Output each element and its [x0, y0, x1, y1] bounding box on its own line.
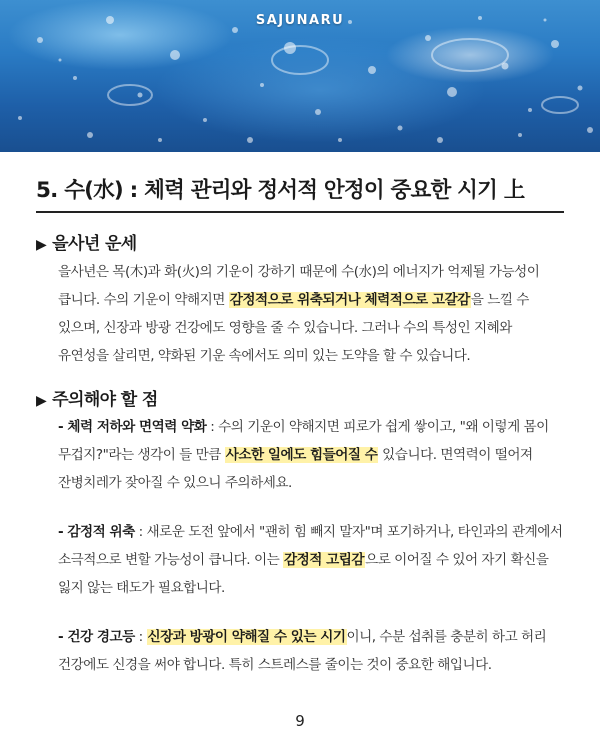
- caution-item-text: : 수의 기운이 약해지면 피로가 쉽게 쌓이고, "왜 이렇게 몸이 무겁지?"라는 생각이 들 만큼: [58, 419, 549, 463]
- caution-item-label: - 체력 저하와 면역력 약화: [58, 419, 207, 435]
- highlighted-phrase: 사소한 일에도 힘들어질 수: [225, 447, 378, 463]
- fortune-paragraph: [58, 258, 566, 370]
- section-heading-fortune: [36, 229, 137, 254]
- fortune-text: 을사년은 목(木)과 화(火)의 기운이 강하기 때문에 수(水)의 에너지가 억제될 가능성이 큽니다. 수의 기운이 약해지면: [58, 264, 540, 308]
- highlighted-phrase: 신장과 방광이 약해질 수 있는 시기: [147, 629, 346, 645]
- caution-item-text: 있습니다. 면역력이 떨어져 잔병치레가 잦아질 수 있으니 주의하세요.: [58, 447, 533, 491]
- caution-item-label: - 건강 경고등: [58, 629, 135, 645]
- fortune-text: 을 느낄 수 있으며, 신장과 방광 건강에도 영향을 줄 수 있습니다. 그러나 수의 특성인 지혜와 유연성을 살리면, 약화된 기운 속에서도 의미 있는 도약을 할 수 있습니다.: [58, 292, 529, 364]
- caution-item-text: 으로 이어질 수 있어 자기 확신을 잃지 않는 태도가 필요합니다.: [58, 552, 549, 596]
- water-banner-image: [0, 0, 600, 152]
- triangle-bullet-icon: ▶: [36, 237, 47, 253]
- highlighted-phrase: 감정적 고립감: [284, 552, 365, 568]
- brand-name: SAJUNARU: [255, 13, 345, 28]
- title-divider: [36, 211, 564, 213]
- caution-item-text: 이니, 수분 섭취를 충분히 하고 허리 건강에도 신경을 써야 합니다. 특히 스트레스를 줄이는 것이 중요한 해입니다.: [58, 629, 547, 673]
- caution-item-label: - 감정적 위축: [58, 524, 135, 540]
- page-number: 9: [295, 712, 305, 730]
- page-title: 5. 수(水) : 체력 관리와 정서적 안정이 중요한 시기 上: [36, 178, 525, 203]
- triangle-bullet-icon: ▶: [36, 393, 47, 409]
- section-heading-text: 을사년 운세: [52, 234, 137, 254]
- caution-item: [58, 623, 566, 679]
- highlighted-phrase: 감정적으로 위축되거나 체력적으로 고갈감: [229, 292, 470, 308]
- caution-item-text: : 새로운 도전 앞에서 "괜히 힘 빼지 말자"며 포기하거나, 타인과의 관계에서 소극적으로 변할 가능성이 큽니다. 이는: [58, 524, 563, 568]
- caution-item-text: :: [134, 629, 147, 645]
- caution-item: [58, 518, 566, 602]
- section-heading-text: 주의해야 할 점: [52, 390, 158, 410]
- section-heading-caution: [36, 385, 158, 410]
- caution-item: [58, 413, 566, 497]
